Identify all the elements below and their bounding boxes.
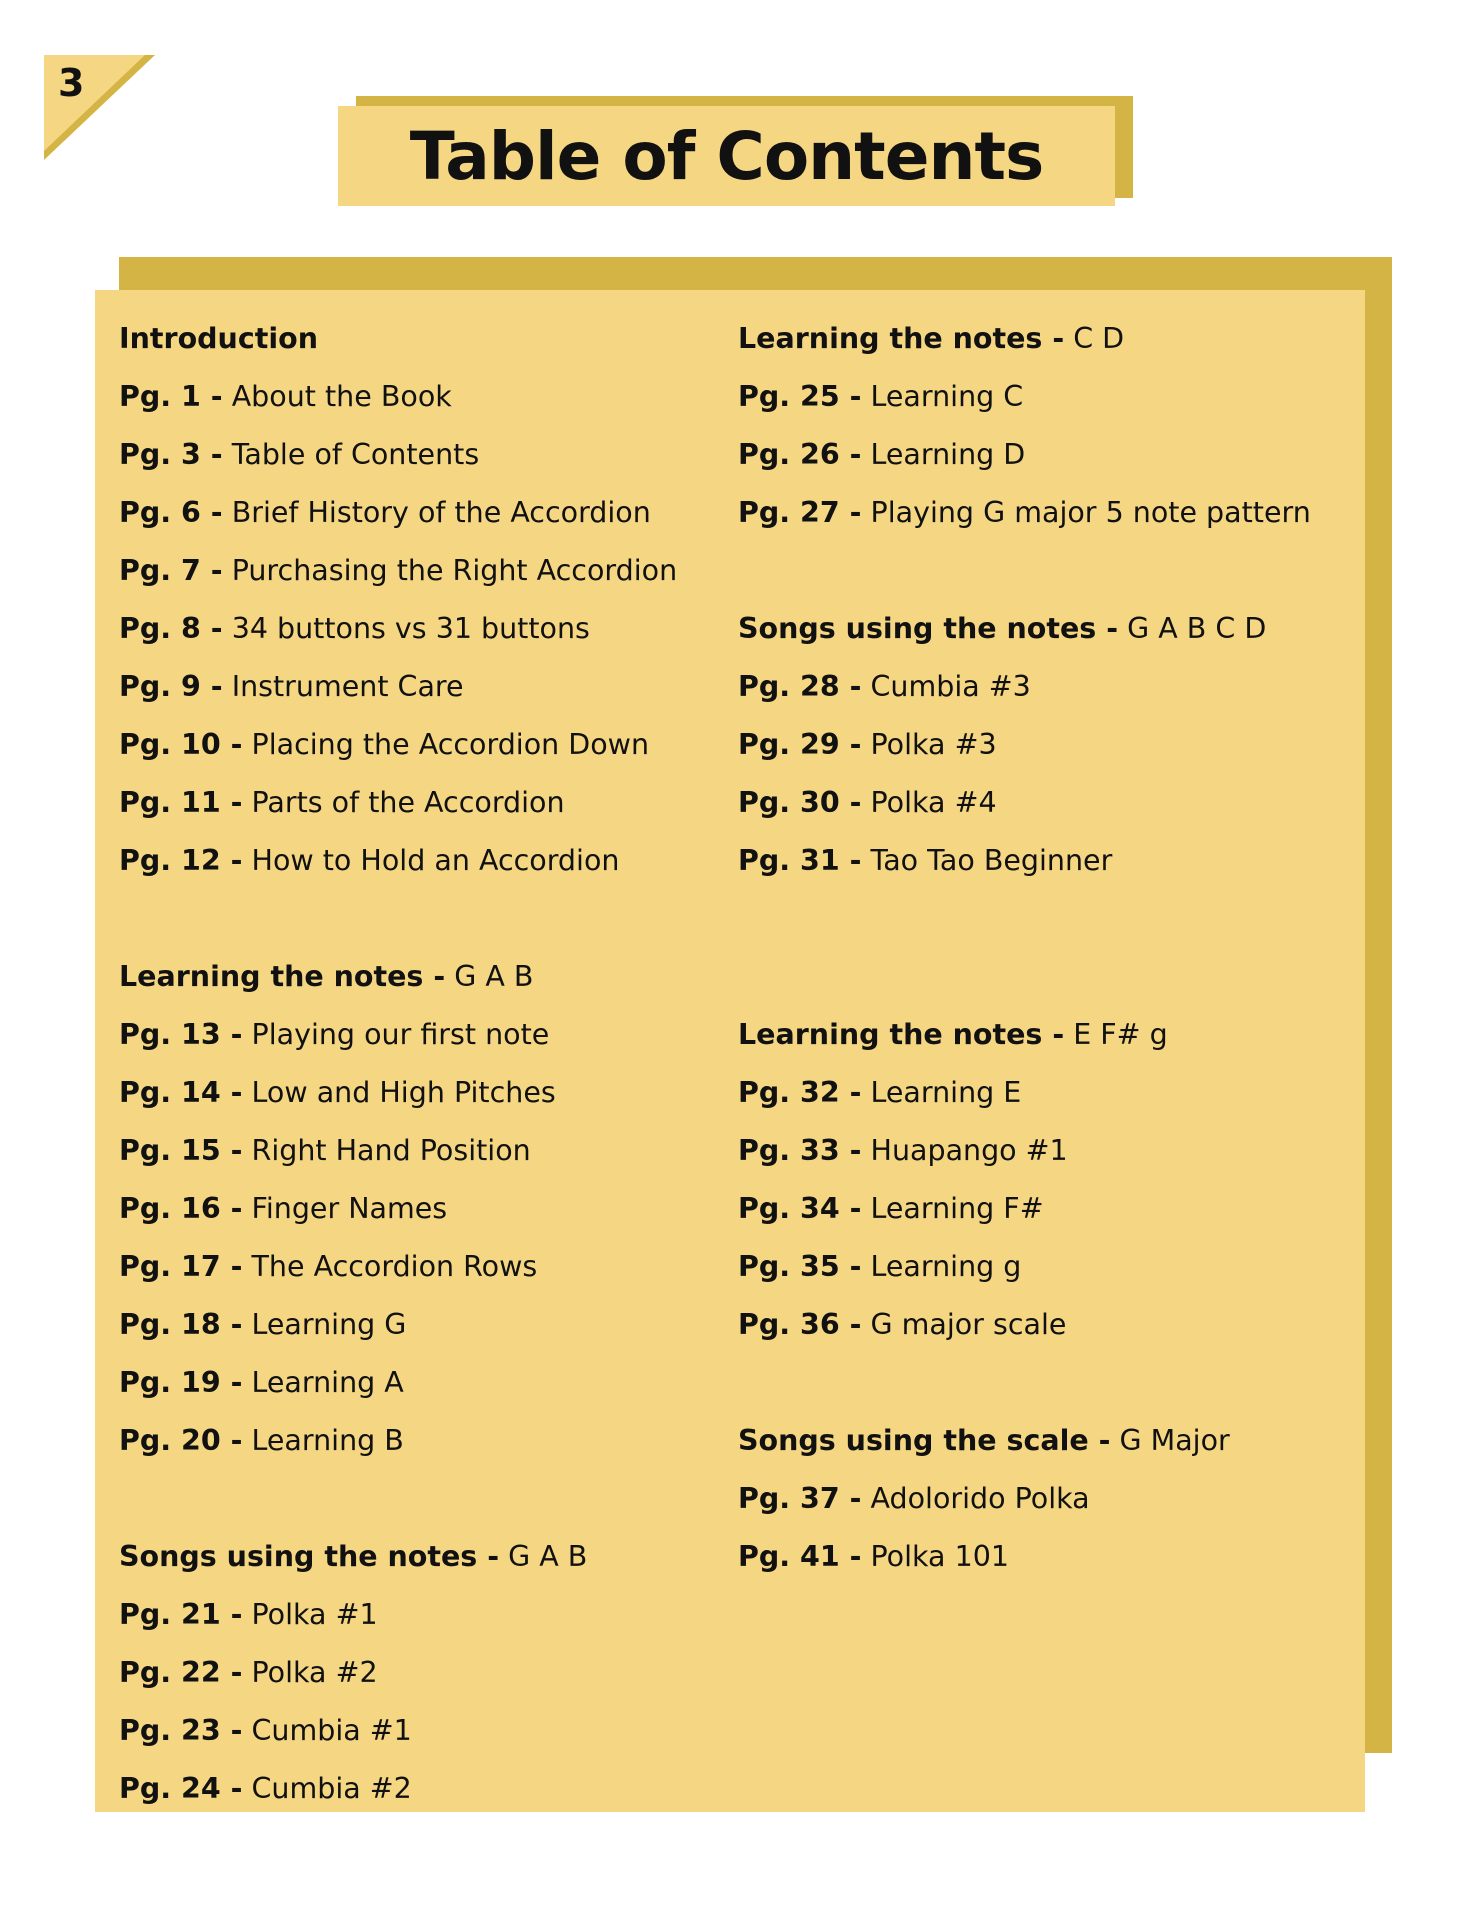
toc-section-songs-gabcd <box>738 600 1311 890</box>
toc-entry[interactable]: Pg. 21 - Polka #1 <box>119 1598 378 1631</box>
toc-entry[interactable]: Pg. 41 - Polka 101 <box>738 1540 1009 1573</box>
toc-entry[interactable]: Pg. 28 - Cumbia #3 <box>738 670 1031 703</box>
toc-entry[interactable]: Pg. 19 - Learning A <box>119 1366 404 1399</box>
section-heading: Songs using the scale - G Major <box>738 1424 1230 1457</box>
toc-left-column <box>119 310 677 1818</box>
toc-entry[interactable]: Pg. 30 - Polka #4 <box>738 786 997 819</box>
toc-right-column <box>738 310 1311 1586</box>
section-gap <box>119 890 677 948</box>
toc-section-learning-gab <box>119 948 677 1470</box>
toc-entry[interactable]: Pg. 15 - Right Hand Position <box>119 1134 531 1167</box>
section-gap <box>738 1354 1311 1412</box>
page-number-badge <box>44 55 155 160</box>
toc-entry[interactable]: Pg. 25 - Learning C <box>738 380 1024 413</box>
toc-entry[interactable]: Pg. 29 - Polka #3 <box>738 728 997 761</box>
toc-section-songs-gab <box>119 1528 677 1818</box>
section-heading: Songs using the notes - G A B C D <box>738 612 1267 645</box>
toc-entry[interactable]: Pg. 11 - Parts of the Accordion <box>119 786 565 819</box>
content-panel <box>95 290 1365 1812</box>
section-heading: Introduction <box>119 322 318 355</box>
page-number: 3 <box>58 61 85 105</box>
toc-section-learning-cd <box>738 310 1311 542</box>
toc-entry[interactable]: Pg. 14 - Low and High Pitches <box>119 1076 556 1109</box>
toc-entry[interactable]: Pg. 7 - Purchasing the Right Accordion <box>119 554 678 587</box>
toc-entry[interactable]: Pg. 1 - About the Book <box>119 380 452 413</box>
toc-entry[interactable]: Pg. 37 - Adolorido Polka <box>738 1482 1090 1515</box>
title-banner <box>338 106 1115 206</box>
section-gap <box>119 1470 677 1528</box>
toc-section-learning-efg <box>738 1006 1311 1354</box>
toc-entry[interactable]: Pg. 17 - The Accordion Rows <box>119 1250 538 1283</box>
page-title: Table of Contents <box>409 117 1044 195</box>
section-heading: Learning the notes - G A B <box>119 960 534 993</box>
toc-entry[interactable]: Pg. 27 - Playing G major 5 note pattern <box>738 496 1311 529</box>
toc-entry[interactable]: Pg. 3 - Table of Contents <box>119 438 480 471</box>
toc-section-songs-scale <box>738 1412 1311 1586</box>
toc-entry[interactable]: Pg. 34 - Learning F# <box>738 1192 1044 1225</box>
toc-entry[interactable]: Pg. 18 - Learning G <box>119 1308 407 1341</box>
toc-entry[interactable]: Pg. 24 - Cumbia #2 <box>119 1772 412 1805</box>
section-heading: Learning the notes - E F# g <box>738 1018 1168 1051</box>
toc-entry[interactable]: Pg. 9 - Instrument Care <box>119 670 464 703</box>
toc-entry[interactable]: Pg. 13 - Playing our first note <box>119 1018 550 1051</box>
section-gap <box>738 948 1311 1006</box>
toc-entry[interactable]: Pg. 20 - Learning B <box>119 1424 404 1457</box>
toc-entry[interactable]: Pg. 35 - Learning g <box>738 1250 1022 1283</box>
toc-entry[interactable]: Pg. 8 - 34 buttons vs 31 buttons <box>119 612 590 645</box>
toc-entry[interactable]: Pg. 33 - Huapango #1 <box>738 1134 1068 1167</box>
toc-entry[interactable]: Pg. 31 - Tao Tao Beginner <box>738 844 1113 877</box>
section-heading: Learning the notes - C D <box>738 322 1125 355</box>
section-heading: Songs using the notes - G A B <box>119 1540 588 1573</box>
toc-entry[interactable]: Pg. 16 - Finger Names <box>119 1192 448 1225</box>
toc-entry[interactable]: Pg. 22 - Polka #2 <box>119 1656 378 1689</box>
toc-section-introduction <box>119 310 677 890</box>
toc-entry[interactable]: Pg. 32 - Learning E <box>738 1076 1022 1109</box>
toc-entry[interactable]: Pg. 36 - G major scale <box>738 1308 1067 1341</box>
toc-entry[interactable]: Pg. 23 - Cumbia #1 <box>119 1714 412 1747</box>
toc-entry[interactable]: Pg. 10 - Placing the Accordion Down <box>119 728 650 761</box>
toc-entry[interactable]: Pg. 6 - Brief History of the Accordion <box>119 496 651 529</box>
section-gap <box>738 890 1311 948</box>
toc-entry[interactable]: Pg. 26 - Learning D <box>738 438 1026 471</box>
toc-entry[interactable]: Pg. 12 - How to Hold an Accordion <box>119 844 620 877</box>
section-gap <box>738 542 1311 600</box>
